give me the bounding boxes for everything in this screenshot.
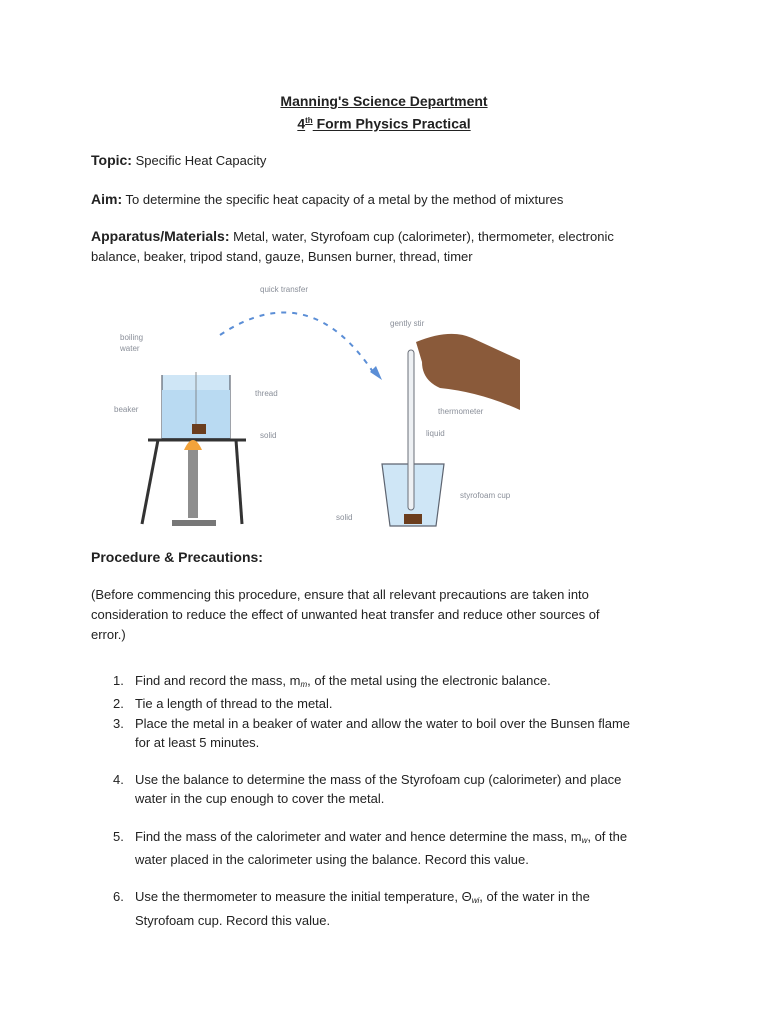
document-header [0,92,768,134]
aim-label: Aim: [91,191,123,207]
aim-line [91,189,691,210]
label-solid-right: solid [336,513,353,522]
label-boiling: boiling [120,333,144,342]
label-solid-left: solid [260,431,277,440]
topic-label: Topic: [91,152,132,168]
metal-solid-left [192,424,206,434]
arrow-head [370,366,382,380]
apparatus-block [91,226,691,267]
procedure-note: (Before commencing this procedure, ensure that all relevant precautions are taken into consideration to reduce the effect of unwanted heat transfer and reduce other sources of error.) [91,587,600,642]
step-5: 5. Find the mass of the calorimeter and water and hence determine the mass, $m_w$, of the water placed in the calorimeter using the balance. Record this value. [113,828,628,868]
method-of-mixtures-diagram [100,280,532,548]
label-quick-transfer: quick transfer [260,285,309,294]
apparatus-value-line2: balance, beaker, tripod stand, gauze, Bunsen burner, thread, timer [91,249,473,264]
step-1: 1. Find and record the mass, $m_m$, of the metal using the electronic balance. [113,673,551,689]
department-title: Manning's Science Department [280,93,488,109]
practical-title: 4th Form Physics Practical [297,115,471,132]
step-3: 3. Place the metal in a beaker of water and allow the water to boil over the Bunsen flame for at least 5 minutes. [113,715,631,750]
thermometer [408,350,414,510]
apparatus-value-line1: Metal, water, Styrofoam cup (calorimeter), thermometer, electronic [233,229,614,244]
label-water: water [120,344,140,353]
label-thermometer: thermometer [438,407,484,416]
step-6: 6. Use the thermometer to measure the initial temperature, $\Theta_{wi}$, of the water in the Styrofoam cup. Record this value. [113,889,590,928]
procedure-steps [91,671,681,930]
step-4: 4. Use the balance to determine the mass of the Styrofoam cup (calorimeter) and place water in the cup enough to cover the metal. [113,772,622,807]
bunsen-burner [188,448,198,518]
label-styrofoam-cup: styrofoam cup [460,491,511,500]
topic-value: Specific Heat Capacity [135,153,267,168]
label-liquid: liquid [426,429,445,438]
transfer-arrow [220,313,375,376]
label-gently-stir: gently stir [390,319,425,328]
label-thread: thread [255,389,278,398]
label-beaker: beaker [114,405,139,414]
procedure-title: Procedure & Precautions: [91,549,263,565]
aim-value: To determine the specific heat capacity of a metal by the method of mixtures [125,192,564,207]
metal-solid-right [404,514,422,524]
hand [416,334,520,410]
topic-line [91,150,691,171]
apparatus-label: Apparatus/Materials: [91,228,230,244]
step-2: 2. Tie a length of thread to the metal. [113,696,333,712]
